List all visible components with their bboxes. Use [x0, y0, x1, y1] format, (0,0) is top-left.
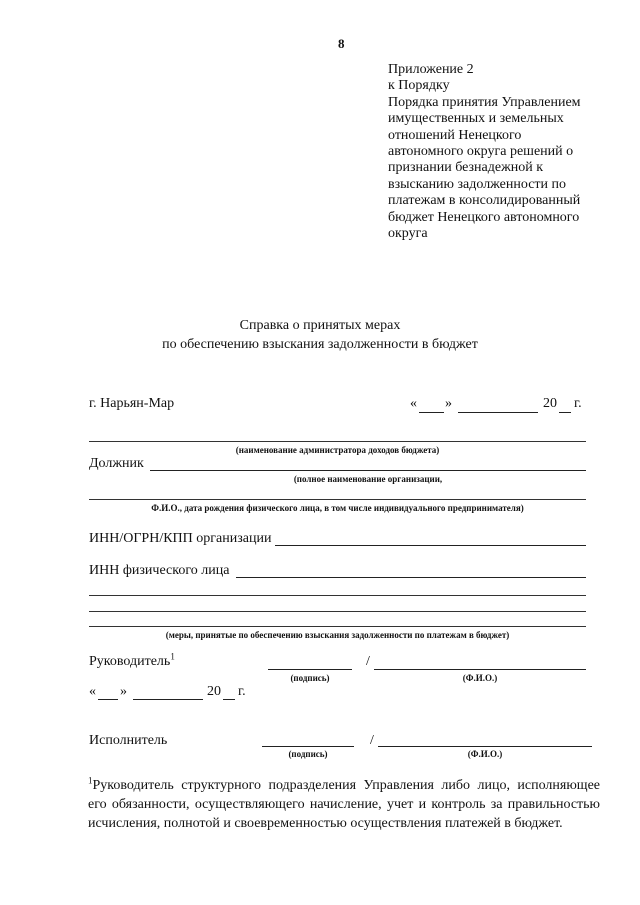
appendix-line: платежам в консолидированный — [388, 193, 581, 209]
executor-fio-caption: (Ф.И.О.) — [467, 749, 503, 759]
date-year-suffix: г. — [574, 396, 582, 411]
head-date-year-field[interactable] — [223, 699, 235, 700]
footnote-line-3: исчисления, полнотой и своевременностью осуществления платежей в бюджет. — [88, 816, 563, 831]
inn-org-label: ИНН/ОГРН/КПП организации — [89, 531, 272, 546]
footnote-line-2: его обязанности, осуществляющего начисление, учет и контроль за правильностью — [88, 797, 600, 812]
head-signature-field[interactable] — [268, 669, 352, 670]
document-title — [0, 316, 640, 354]
executor-label: Исполнитель — [89, 733, 168, 748]
footnote-marker: 1 — [88, 775, 93, 786]
appendix-line: Приложение 2 — [388, 62, 474, 77]
title-line-2: по обеспечению взыскания задолженности в бюджет — [162, 337, 478, 352]
date-day-field[interactable] — [419, 412, 444, 413]
executor-fio-field[interactable] — [378, 746, 592, 747]
appendix-line: Порядка принятия Управлением — [388, 94, 581, 110]
date-month-field[interactable] — [458, 412, 538, 413]
executor-signature-caption: (подпись) — [288, 749, 328, 759]
executor-signature-field[interactable] — [262, 746, 354, 747]
footnote-line-1 — [88, 776, 600, 795]
appendix-line: к Порядку — [388, 78, 450, 94]
date-close-quote: » — [445, 396, 452, 411]
org-name-caption: (полное наименование организации, — [293, 474, 443, 484]
appendix-line: округа — [388, 226, 428, 242]
inn-org-field[interactable] — [275, 545, 586, 546]
measures-caption: (меры, принятые по обеспечению взыскания задолженности по платежам в бюджет) — [165, 630, 510, 640]
date-year-prefix: 20 — [543, 396, 557, 411]
date-year-field[interactable] — [559, 412, 571, 413]
title-line-1: Справка о принятых мерах — [239, 318, 401, 333]
debtor-field[interactable] — [150, 470, 586, 471]
debtor-label: Должник — [89, 456, 144, 471]
appendix-line: имущественных и земельных — [388, 111, 564, 127]
appendix-line: взысканию задолженности по — [388, 176, 567, 192]
head-fio-caption: (Ф.И.О.) — [462, 673, 498, 683]
appendix-line: автономного округа решений о — [388, 144, 574, 160]
head-date-year-suffix: г. — [238, 684, 246, 699]
measures-field-line-2[interactable] — [89, 611, 586, 612]
head-signature-caption: (подпись) — [290, 673, 330, 683]
measures-field-line-1[interactable] — [89, 595, 586, 596]
footnote — [88, 776, 600, 833]
head-footnote-marker: 1 — [170, 651, 175, 662]
person-info-caption: Ф.И.О., дата рождения физического лица, в том числе индивидуального предпринимателя) — [151, 503, 524, 513]
head-date-year-prefix: 20 — [207, 684, 221, 699]
head-label — [89, 651, 175, 670]
footnote-line-1-text: Руководитель структурного подразделения Управления либо лицо, исполняющее — [92, 778, 600, 793]
head-fio-field[interactable] — [374, 669, 586, 670]
date-open-quote: « — [410, 396, 417, 411]
executor-slash: / — [370, 733, 374, 748]
inn-person-field[interactable] — [236, 577, 586, 578]
inn-person-label: ИНН физического лица — [89, 563, 230, 578]
head-label-text: Руководитель — [89, 654, 171, 669]
city-label: г. Нарьян-Мар — [89, 396, 175, 411]
head-date-day-field[interactable] — [98, 699, 118, 700]
appendix-line: отношений Ненецкого — [388, 127, 522, 143]
appendix-header — [388, 62, 608, 242]
administrator-field[interactable] — [89, 441, 586, 442]
head-date-month-field[interactable] — [133, 699, 203, 700]
person-info-field[interactable] — [89, 499, 586, 500]
head-slash: / — [366, 654, 370, 669]
head-date-close-quote: » — [120, 684, 127, 699]
appendix-line: бюджет Ненецкого автономного — [388, 209, 580, 225]
head-date-open-quote: « — [89, 684, 96, 699]
page-number: 8 — [338, 36, 345, 51]
appendix-line: признании безнадежной к — [388, 160, 544, 176]
administrator-caption: (наименование администратора доходов бюджета) — [235, 445, 440, 455]
measures-field-line-3[interactable] — [89, 626, 586, 627]
